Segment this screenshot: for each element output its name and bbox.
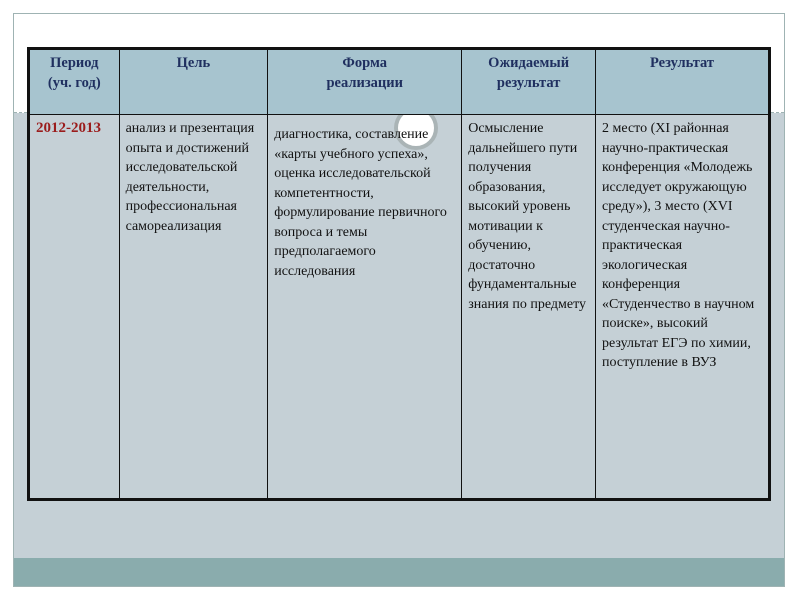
cell-goal: анализ и презентация опыта и достижений исследовательской деятельности, профессиональная самореализация xyxy=(119,115,268,500)
header-form: Форма реализации xyxy=(268,49,462,115)
header-goal: Цель xyxy=(119,49,268,115)
header-result: Результат xyxy=(596,49,770,115)
cell-form: диагностика, составление «карты учебного успеха», оценка исследовательской компетентности, формулирование первичного вопроса и темы предполагаемого исследования xyxy=(268,115,462,500)
plan-table xyxy=(27,47,771,501)
header-expected: Ожидаемый результат xyxy=(462,49,596,115)
cell-result: 2 место (XI районная научно-практическая конференция «Молодежь исследует окружающую среду»), 3 место (XVI студенческая научно-практическая экологическая конференция «Студенчество в научном поиске», высокий результат ЕГЭ по химии, поступление в ВУЗ xyxy=(596,115,770,500)
cell-expected: Осмысление дальнейшего пути получения образования, высокий уровень мотивации к обучению, достаточно фундаментальные знания по предмету xyxy=(462,115,596,500)
table-row xyxy=(29,115,770,500)
footer-band xyxy=(14,558,784,586)
header-row xyxy=(29,49,770,115)
cell-period: 2012-2013 xyxy=(29,115,120,500)
header-period: Период (уч. год) xyxy=(29,49,120,115)
